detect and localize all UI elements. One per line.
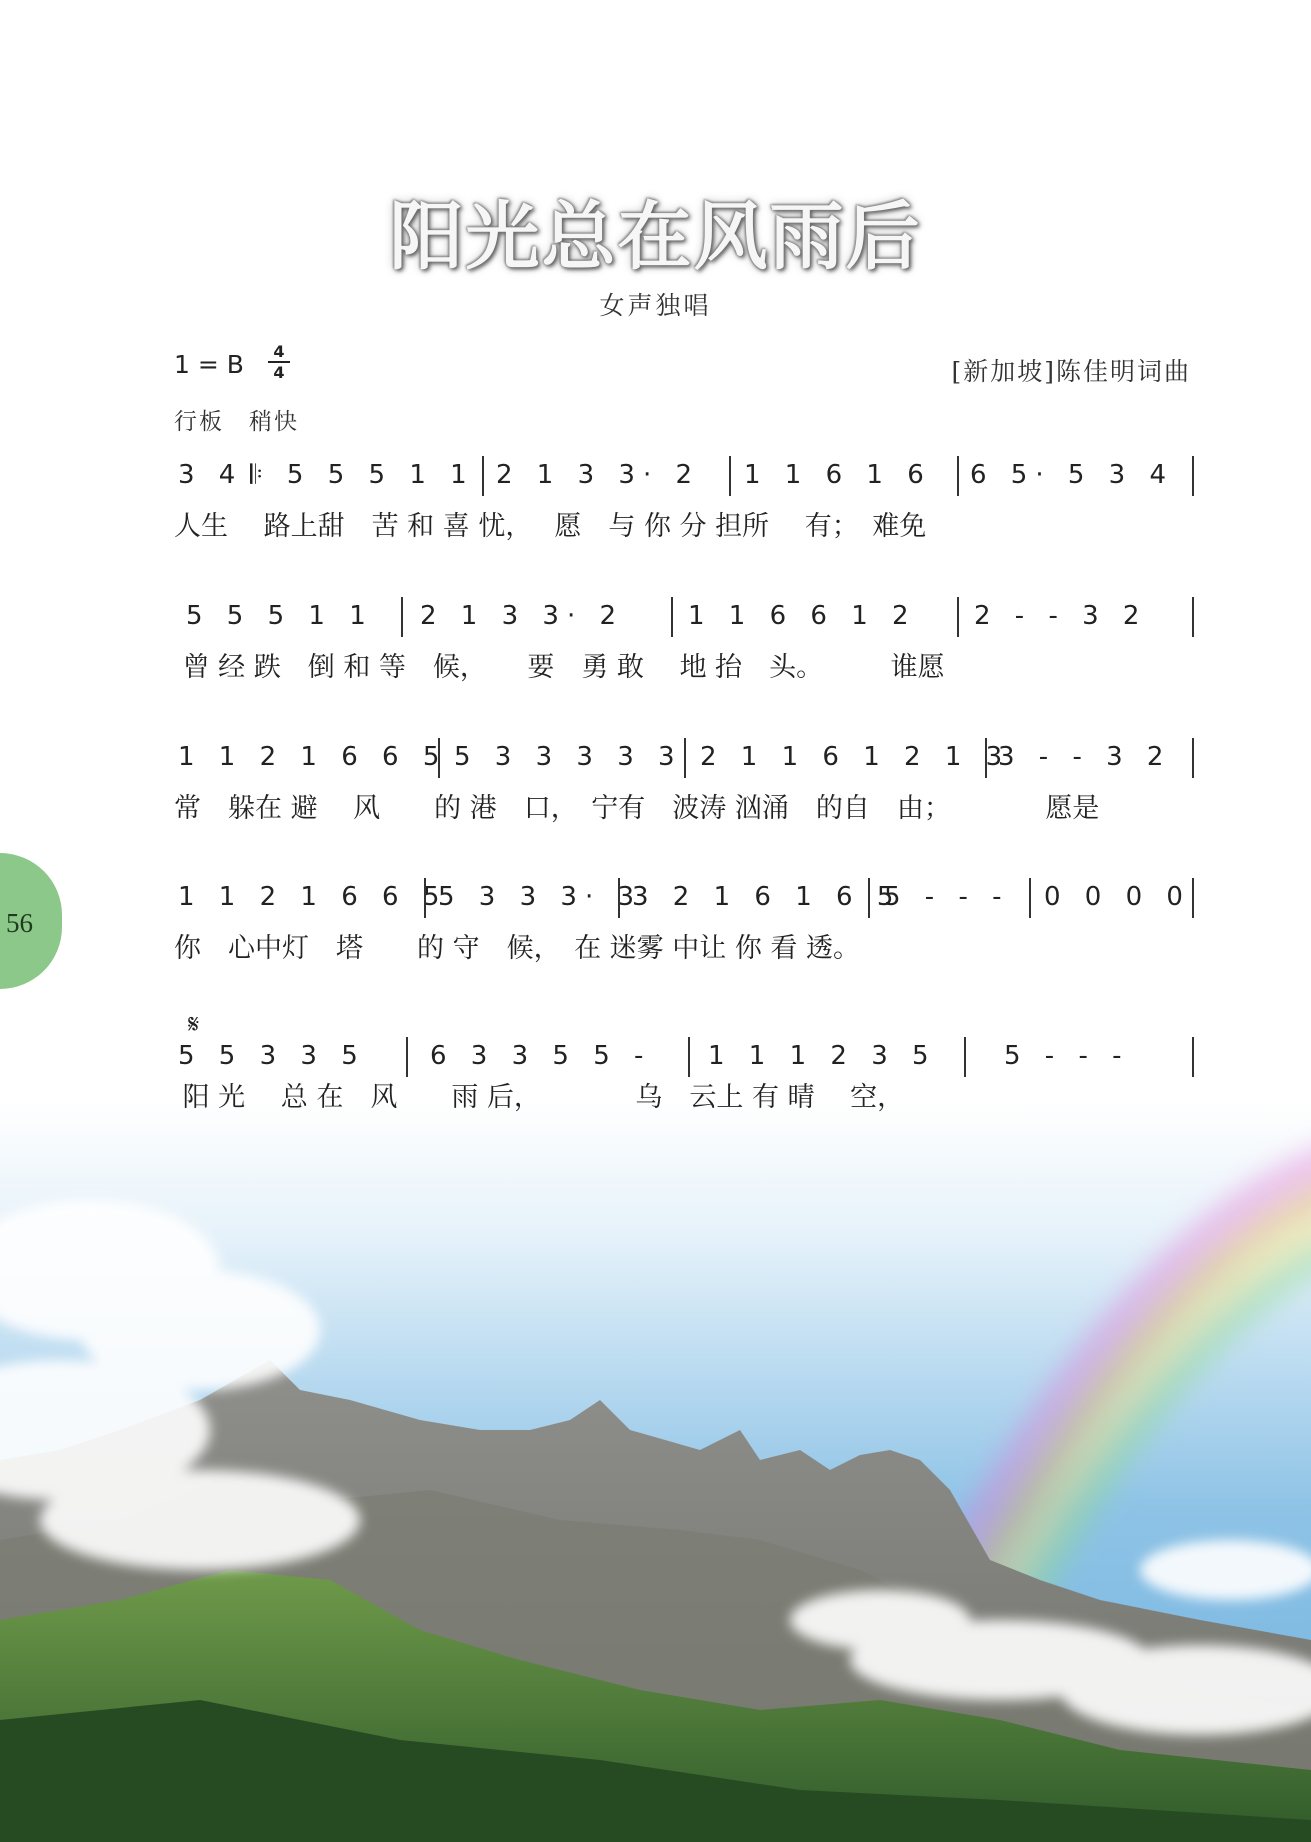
score-line-4 [174, 874, 1194, 984]
lyrics-row: 人生 路上甜 苦 和 喜 忧， 愿 与 你 分 担所 有； 难免 [174, 511, 927, 542]
notation-measure: 𝄆 5 5 5 1 1 [250, 460, 475, 490]
barline [438, 738, 440, 778]
barline [618, 878, 620, 918]
composer-credit: [新加坡]陈佳明词曲 [951, 357, 1191, 386]
notation-measure: 1 1 2 1 6 6 5 [178, 882, 448, 912]
notation-measure: 5 5 5 1 1 [186, 601, 374, 631]
barline [401, 597, 403, 637]
barline [1192, 456, 1194, 496]
lyrics-row: 你 心中灯 塔 的 守 候， 在 迷雾 中让 你 看 透。 [174, 933, 860, 964]
notation-measure: 0 0 0 0 [1044, 882, 1191, 912]
score-line-1 [174, 452, 1194, 562]
barline [985, 738, 987, 778]
notation-measure: 2 1 3 3· 2 [496, 460, 701, 490]
notation-measure: 5 - - - [1004, 1041, 1130, 1071]
notation-row [174, 593, 1194, 643]
barline [424, 878, 426, 918]
barline [671, 597, 673, 637]
mountain-rainbow-photo [0, 1100, 1311, 1842]
notation-measure: 1 1 2 1 6 6 5 [178, 742, 448, 772]
barline [957, 456, 959, 496]
barline [1192, 597, 1194, 637]
time-signature-bottom: 4 [273, 363, 285, 382]
barline [1192, 738, 1194, 778]
notation-measure: 5 5 3 3 5 [178, 1041, 366, 1071]
notation-measure: 2 1 3 3· 2 [420, 601, 625, 631]
segno-sign: 𝄋 [188, 1010, 200, 1040]
notation-row [174, 734, 1194, 784]
barline [964, 1037, 966, 1077]
notation-measure: 3 2 1 6 1 6 5 [632, 882, 902, 912]
lyrics-row: 曾 经 跌 倒 和 等 候， 要 勇 敢 地 抬 头。 谁愿 [174, 652, 945, 683]
barline [957, 597, 959, 637]
notation-measure: 1 1 1 2 3 5 [708, 1041, 937, 1071]
notation-row [174, 452, 1194, 502]
song-title: 阳光总在风雨后 [389, 194, 922, 280]
key-signature: 1 = B [174, 350, 244, 379]
notation-measure: 5 3 3 3 3 3 [454, 742, 683, 772]
barline [729, 456, 731, 496]
notation-measure: 6 3 3 5 5 - [430, 1041, 652, 1071]
barline [1192, 1037, 1194, 1077]
lyrics-row: 阳 光 总 在 风 雨 后， 乌 云上 有 晴 空， [174, 1082, 905, 1113]
barline [688, 1037, 690, 1077]
barline [482, 456, 484, 496]
barline [684, 738, 686, 778]
barline [1192, 878, 1194, 918]
notation-measure: 1 1 6 1 6 [744, 460, 932, 490]
notation-row [174, 874, 1194, 924]
notation-measure: 5 3 3 3· 3 [438, 882, 643, 912]
score-line-3 [174, 734, 1194, 844]
notation-measure: 5 - - - [884, 882, 1010, 912]
notation-measure: 2 1 1 6 1 2 1 3 [700, 742, 1011, 772]
barline [1029, 878, 1031, 918]
barline [406, 1037, 408, 1077]
notation-measure: 3 4 [178, 460, 244, 490]
time-signature-top: 4 [273, 342, 285, 361]
notation-measure: 6 5· 5 3 4 [970, 460, 1175, 490]
score-line-5 [174, 1033, 1194, 1143]
score-line-2 [174, 593, 1194, 703]
lyrics-row: 常 躲在 避 风 的 港 口， 宁有 波涛 汹涌 的自 由； 愿是 [174, 793, 1100, 824]
notation-measure: 1 1 6 6 1 2 [688, 601, 917, 631]
time-signature [268, 342, 290, 382]
notation-measure: 3 - - 3 2 [998, 742, 1172, 772]
tempo-marking: 行板 稍快 [174, 409, 299, 435]
notation-measure: 2 - - 3 2 [974, 601, 1148, 631]
page-number: 56 [6, 908, 33, 938]
barline [868, 878, 870, 918]
performance-type: 女声独唱 [599, 291, 712, 320]
